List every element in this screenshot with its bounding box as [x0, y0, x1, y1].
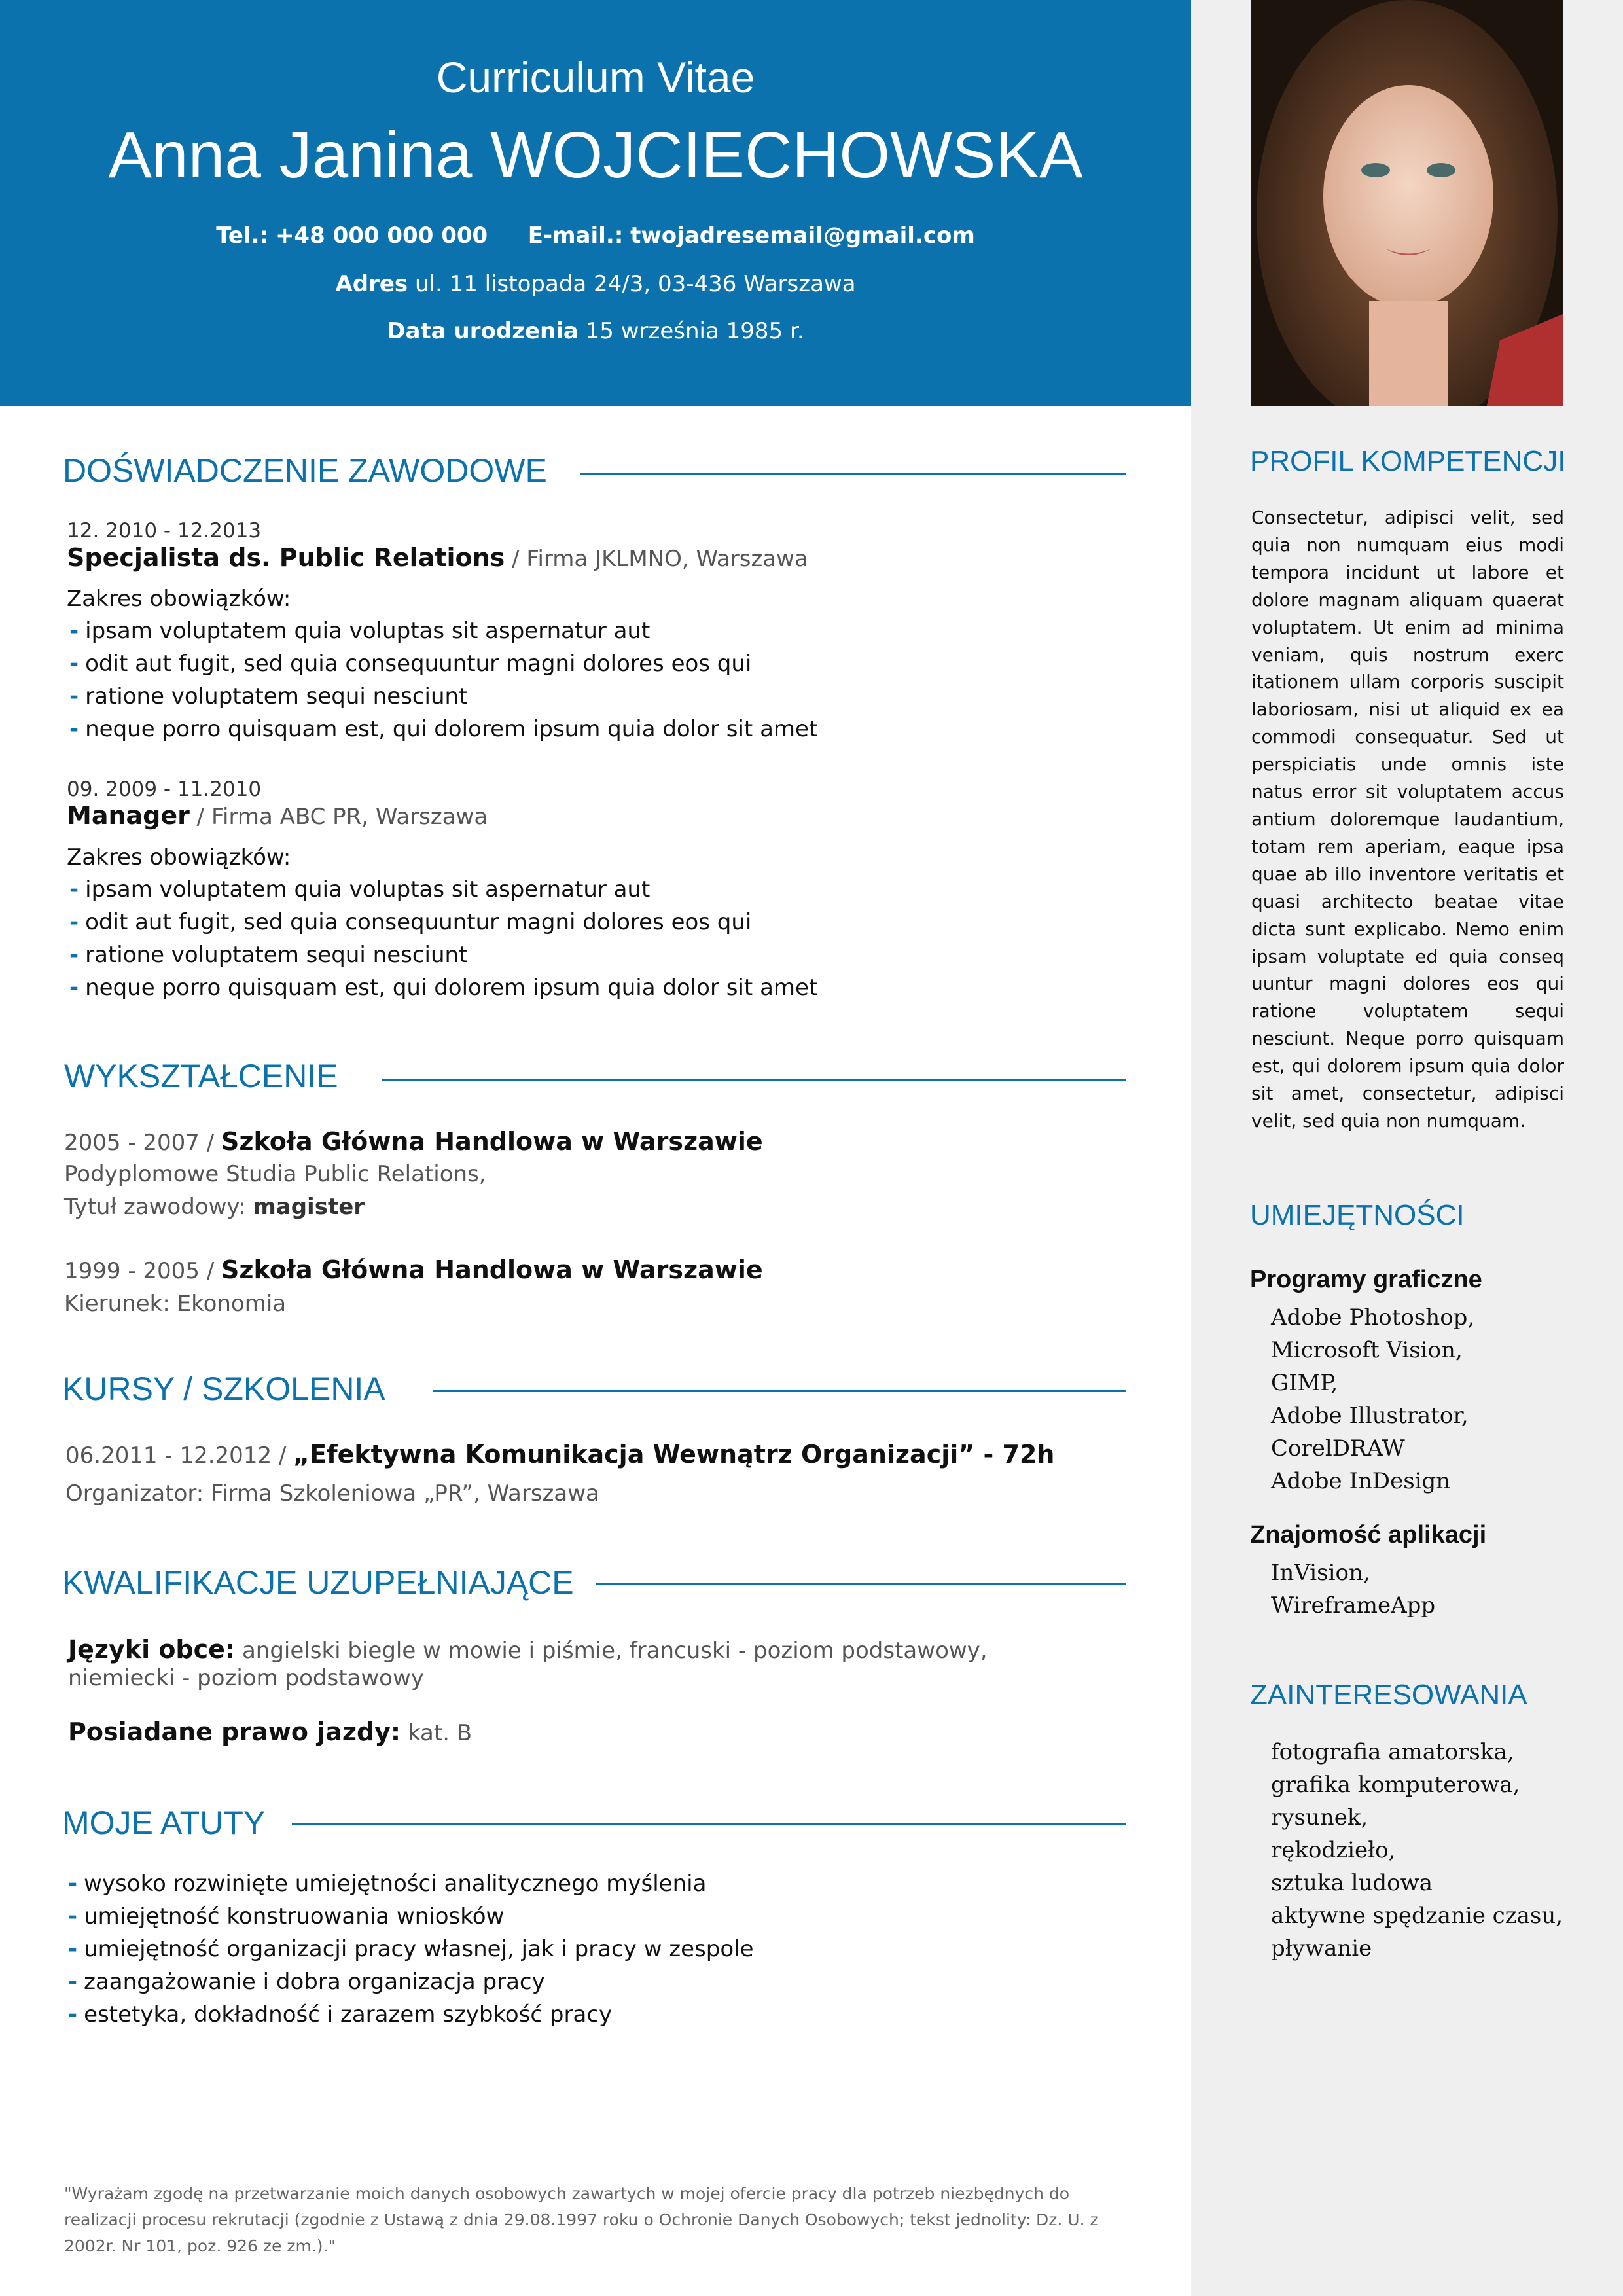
graphics-item: Microsoft Vision,	[1271, 1337, 1463, 1363]
phone-value: +48 000 000 000	[275, 223, 488, 249]
apps-heading: Znajomość aplikacji	[1250, 1521, 1487, 1549]
job-2-duties-label: Zakres obowiązków:	[67, 844, 291, 870]
job-2-duty-2	[69, 909, 751, 935]
job-1-position: Specjalista ds. Public Relations	[67, 543, 505, 572]
email-label: E-mail.:	[527, 223, 624, 249]
course-organizer: Organizator: Firma Szkoleniowa „PR”, Warszawa	[65, 1480, 599, 1507]
contact-dob	[0, 318, 1191, 344]
consent-line: "Wyrażam zgodę na przetwarzanie moich danych osobowych zawartych w mojej ofercie pracy dla potrzeb niezbędnych do	[64, 2184, 1070, 2203]
job-2-duty-3	[69, 942, 467, 968]
edu-2-line1: Kierunek: Ekonomia	[64, 1291, 287, 1317]
interest-item: sztuka ludowa	[1271, 1870, 1433, 1896]
job-1-duty-1	[69, 618, 650, 644]
edu-2-header	[64, 1255, 763, 1284]
interest-item: aktywne spędzanie czasu,	[1271, 1903, 1563, 1929]
email-value[interactable]: twojadresemail@gmail.com	[630, 223, 975, 249]
gdpr-consent-clause	[64, 2181, 1124, 2259]
profile-heading: PROFIL KOMPETENCJI	[1250, 445, 1566, 477]
strength-text: umiejętność organizacji pracy własnej, jak i pracy w zespole	[84, 1936, 754, 1962]
contact-address	[0, 271, 1191, 297]
graphics-heading: Programy graficzne	[1250, 1266, 1482, 1293]
strength-3	[68, 1936, 754, 1962]
job-1-title	[67, 543, 808, 572]
bullet-dash: -	[69, 716, 79, 742]
interest-item: grafika komputerowa,	[1271, 1772, 1520, 1798]
qualifications-heading: KWALIFIKACJE UZUPEŁNIAJĄCE	[62, 1564, 574, 1601]
interest-item: rysunek,	[1271, 1804, 1368, 1831]
strength-5	[68, 2001, 612, 2028]
strength-4	[68, 1969, 545, 1995]
bullet-dash: -	[69, 942, 79, 968]
job-2-duty-1	[69, 876, 650, 903]
job-1-dates: 12. 2010 - 12.2013	[67, 519, 262, 543]
courses-rule	[433, 1390, 1126, 1392]
bullet-dash: -	[69, 683, 79, 709]
strength-1	[68, 1871, 706, 1897]
job-1-duty-4	[69, 716, 817, 742]
bullet-dash: -	[69, 975, 79, 1001]
job-1-duty-2	[69, 651, 751, 677]
candidate-name: Anna Janina WOJCIECHOWSKA	[108, 118, 1083, 192]
course-header	[65, 1440, 1054, 1469]
dob-value: 15 września 1985 r.	[585, 318, 804, 344]
qualifications-rule	[596, 1583, 1126, 1585]
dob-label: Data urodzenia	[387, 318, 579, 344]
strength-text: wysoko rozwinięte umiejętności analitycznego myślenia	[84, 1871, 707, 1897]
apps-item: WireframeApp	[1271, 1592, 1436, 1619]
interest-item: rękodzieło,	[1271, 1837, 1396, 1863]
bullet-dash: -	[68, 1936, 78, 1962]
job-1-duty-3	[69, 683, 467, 709]
edu-2-dates: 1999 - 2005 /	[64, 1258, 222, 1284]
interest-item: pływanie	[1271, 1935, 1372, 1962]
duty-text: neque porro quisquam est, qui dolorem ipsum quia dolor sit amet	[85, 716, 818, 742]
duty-text: ipsam voluptatem quia voluptas sit aspernatur aut	[85, 876, 651, 903]
bullet-dash: -	[68, 1903, 78, 1929]
strength-2	[68, 1903, 504, 1929]
job-1-firm: / Firma JKLMNO, Warszawa	[505, 546, 808, 572]
edu-1-line1: Podyplomowe Studia Public Relations,	[64, 1161, 486, 1187]
graphics-item: Adobe Illustrator,	[1271, 1403, 1469, 1429]
duty-text: odit aut fugit, sed quia consequuntur magni dolores eos qui	[85, 909, 752, 935]
education-rule	[382, 1079, 1126, 1081]
address-value: ul. 11 listopada 24/3, 03-436 Warszawa	[414, 271, 856, 297]
edu-1-header	[64, 1127, 763, 1156]
cv-title: Curriculum Vitae	[436, 53, 755, 101]
experience-rule	[580, 473, 1126, 475]
job-2-position: Manager	[67, 801, 190, 830]
consent-line: realizacji procesu rekrutacji (zgodnie z Ustawą z dnia 29.08.1997 roku o Ochronie Danych Osobowych; tekst jednolity: Dz. U. z	[64, 2210, 1099, 2229]
languages-label: Języki obce:	[68, 1635, 236, 1664]
strength-text: zaangażowanie i dobra organizacja pracy	[84, 1969, 545, 1995]
consent-line: 2002r. Nr 101, poz. 926 ze zm.)."	[64, 2236, 336, 2255]
skills-heading: UMIEJĘTNOŚCI	[1250, 1199, 1465, 1231]
edu-1-dates: 2005 - 2007 /	[64, 1130, 222, 1156]
duty-text: ipsam voluptatem quia voluptas sit aspernatur aut	[85, 618, 651, 644]
bullet-dash: -	[68, 2001, 78, 2028]
graphics-item: GIMP,	[1271, 1370, 1338, 1396]
bullet-dash: -	[68, 1871, 78, 1897]
profile-photo	[1251, 0, 1563, 406]
languages-line	[68, 1635, 988, 1664]
bullet-dash: -	[69, 876, 79, 903]
edu-2-school: Szkoła Główna Handlowa w Warszawie	[221, 1255, 763, 1284]
job-1-duties-label: Zakres obowiązków:	[67, 586, 291, 612]
edu-1-school: Szkoła Główna Handlowa w Warszawie	[221, 1127, 763, 1156]
job-2-title	[67, 801, 488, 830]
apps-item: InVision,	[1271, 1560, 1370, 1586]
course-name: „Efektywna Komunikacja Wewnątrz Organizacji” - 72h	[293, 1440, 1055, 1469]
contact-phone-email	[0, 223, 1191, 249]
graphics-item: Adobe Photoshop,	[1271, 1304, 1475, 1331]
job-2-firm: / Firma ABC PR, Warszawa	[189, 804, 488, 830]
duty-text: ratione voluptatem sequi nesciunt	[85, 942, 468, 968]
interests-heading: ZAINTERESOWANIA	[1250, 1679, 1527, 1711]
header-banner	[0, 0, 1191, 406]
license-line	[68, 1717, 472, 1746]
license-label: Posiadane prawo jazdy:	[68, 1717, 401, 1746]
duty-text: neque porro quisquam est, qui dolorem ipsum quia dolor sit amet	[85, 975, 818, 1001]
bullet-dash: -	[69, 909, 79, 935]
edu-1-line2	[64, 1194, 365, 1220]
strength-text: umiejętność konstruowania wniosków	[84, 1903, 505, 1929]
strengths-rule	[292, 1823, 1126, 1825]
bullet-dash: -	[69, 618, 79, 644]
course-dates: 06.2011 - 12.2012 /	[65, 1443, 294, 1469]
strength-text: estetyka, dokładność i zarazem szybkość pracy	[84, 2001, 613, 2028]
languages-value-1: angielski biegle w mowie i piśmie, francuski - poziom podstawowy,	[241, 1638, 988, 1664]
languages-value-2: niemiecki - poziom podstawowy	[68, 1665, 424, 1691]
experience-heading: DOŚWIADCZENIE ZAWODOWE	[63, 452, 547, 489]
job-2-dates: 09. 2009 - 11.2010	[67, 778, 262, 801]
graphics-item: CorelDRAW	[1271, 1435, 1405, 1462]
graphics-item: Adobe InDesign	[1271, 1468, 1451, 1494]
courses-heading: KURSY / SZKOLENIA	[62, 1371, 385, 1407]
edu-1-title-value: magister	[253, 1194, 365, 1220]
strengths-heading: MOJE ATUTY	[62, 1804, 266, 1841]
bullet-dash: -	[68, 1969, 78, 1995]
address-label: Adres	[335, 271, 408, 297]
profile-text: Consectetur, adipisci velit, sed quia non numquam eius modi tempora incidunt ut labore et dolore magnam aliquam quaerat voluptatem. Ut enim ad minima veniam, quis nostrum exerc itationem ullam corporis suscipit laboriosam, nisi ut aliquid ex ea commodi consequatur. Sed ut perspiciatis unde omnis iste natus error sit voluptatem accus antium doloremque laudantium, totam rem aperiam, eaque ipsa quae ab illo inventore veritatis et quasi architecto beatae vitae dicta sunt explicabo. Nemo enim ipsam voluptate ed quia conseq uuntur magni dolores eos qui ratione voluptatem sequi nesciunt. Neque porro quisquam est, qui dolorem ipsum quia dolor sit amet, consectetur, adipisci velit, sed quia non numquam.	[1251, 507, 1564, 1132]
portrait-illustration	[1251, 0, 1563, 406]
duty-text: ratione voluptatem sequi nesciunt	[85, 683, 468, 709]
bullet-dash: -	[69, 651, 79, 677]
interest-item: fotografia amatorska,	[1271, 1739, 1514, 1765]
education-heading: WYKSZTAŁCENIE	[64, 1058, 338, 1094]
license-value: kat. B	[407, 1720, 473, 1746]
edu-1-title-label: Tytuł zawodowy:	[64, 1194, 253, 1220]
duty-text: odit aut fugit, sed quia consequuntur magni dolores eos qui	[85, 651, 752, 677]
job-2-duty-4	[69, 975, 817, 1001]
phone-label: Tel.:	[216, 223, 269, 249]
